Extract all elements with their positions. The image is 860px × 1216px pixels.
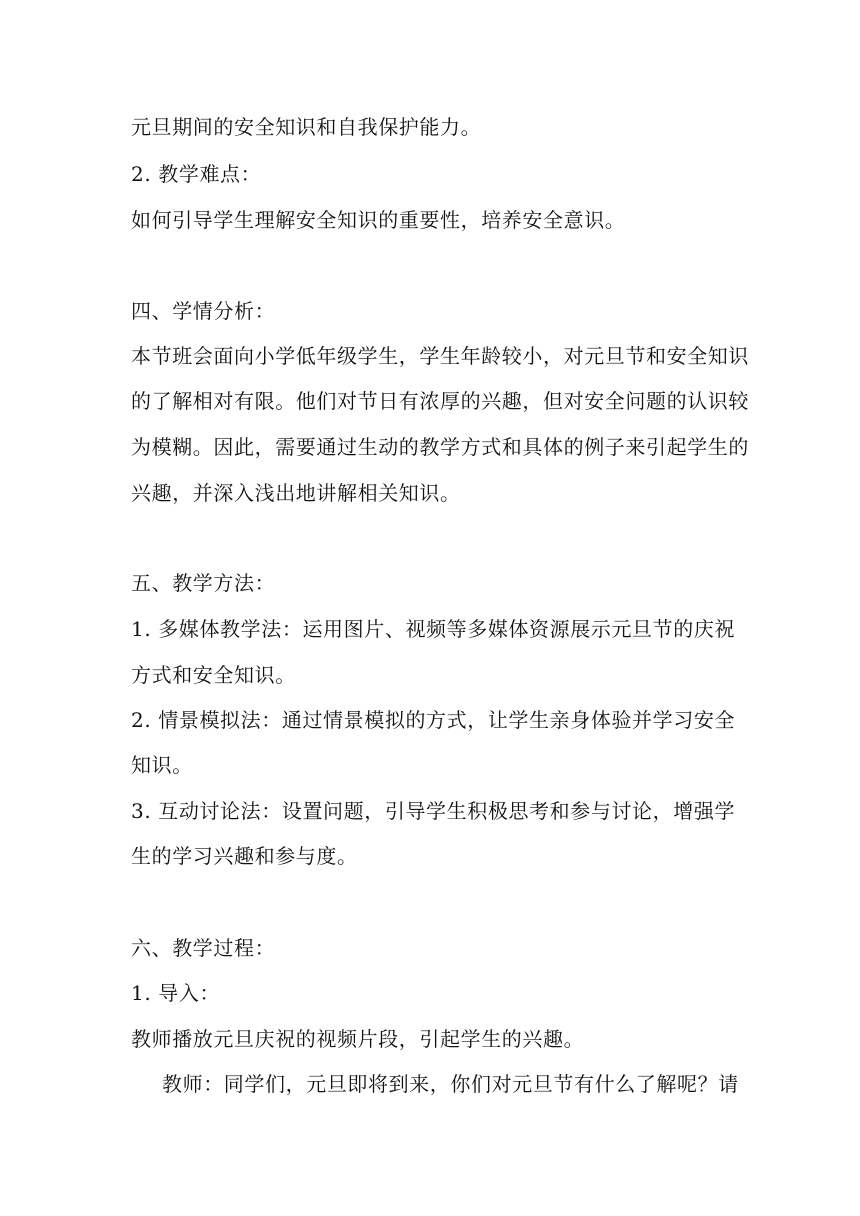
text-line: 为模糊。因此，需要通过生动的教学方式和具体的例子来引起学生的 (131, 435, 749, 459)
text-line: 教师播放元旦庆祝的视频片段，引起学生的兴趣。 (131, 1027, 585, 1051)
text-line: 兴趣，并深入浅出地讲解相关知识。 (131, 481, 461, 505)
text-line: 本节班会面向小学低年级学生，学生年龄较小，对元旦节和安全知识 (131, 344, 749, 368)
section-heading: 五、教学方法： (131, 571, 276, 595)
text-line: 元旦期间的安全知识和自我保护能力。 (131, 115, 482, 139)
section-heading: 四、学情分析： (131, 299, 276, 323)
text-line: 2. 情景模拟法：通过情景模拟的方式，让学生亲身体验并学习安全 (131, 708, 736, 732)
text-line: 3. 互动讨论法：设置问题，引导学生积极思考和参与讨论，增强学 (131, 799, 736, 823)
text-line: 教师：同学们，元旦即将到来，你们对元旦节有什么了解呢？请 (162, 1072, 739, 1096)
text-line: 生的学习兴趣和参与度。 (131, 844, 358, 868)
text-line: 方式和安全知识。 (131, 663, 296, 687)
text-line: 如何引导学生理解安全知识的重要性，培养安全意识。 (131, 208, 626, 232)
text-line: 1. 多媒体教学法：运用图片、视频等多媒体资源展示元旦节的庆祝 (131, 617, 736, 641)
text-line: 1. 导入： (131, 981, 221, 1005)
text-line: 2. 教学难点： (131, 162, 262, 186)
text-line: 知识。 (131, 753, 193, 777)
section-heading: 六、教学过程： (131, 936, 276, 960)
text-line: 的了解相对有限。他们对节日有浓厚的兴趣，但对安全问题的认识较 (131, 389, 749, 413)
